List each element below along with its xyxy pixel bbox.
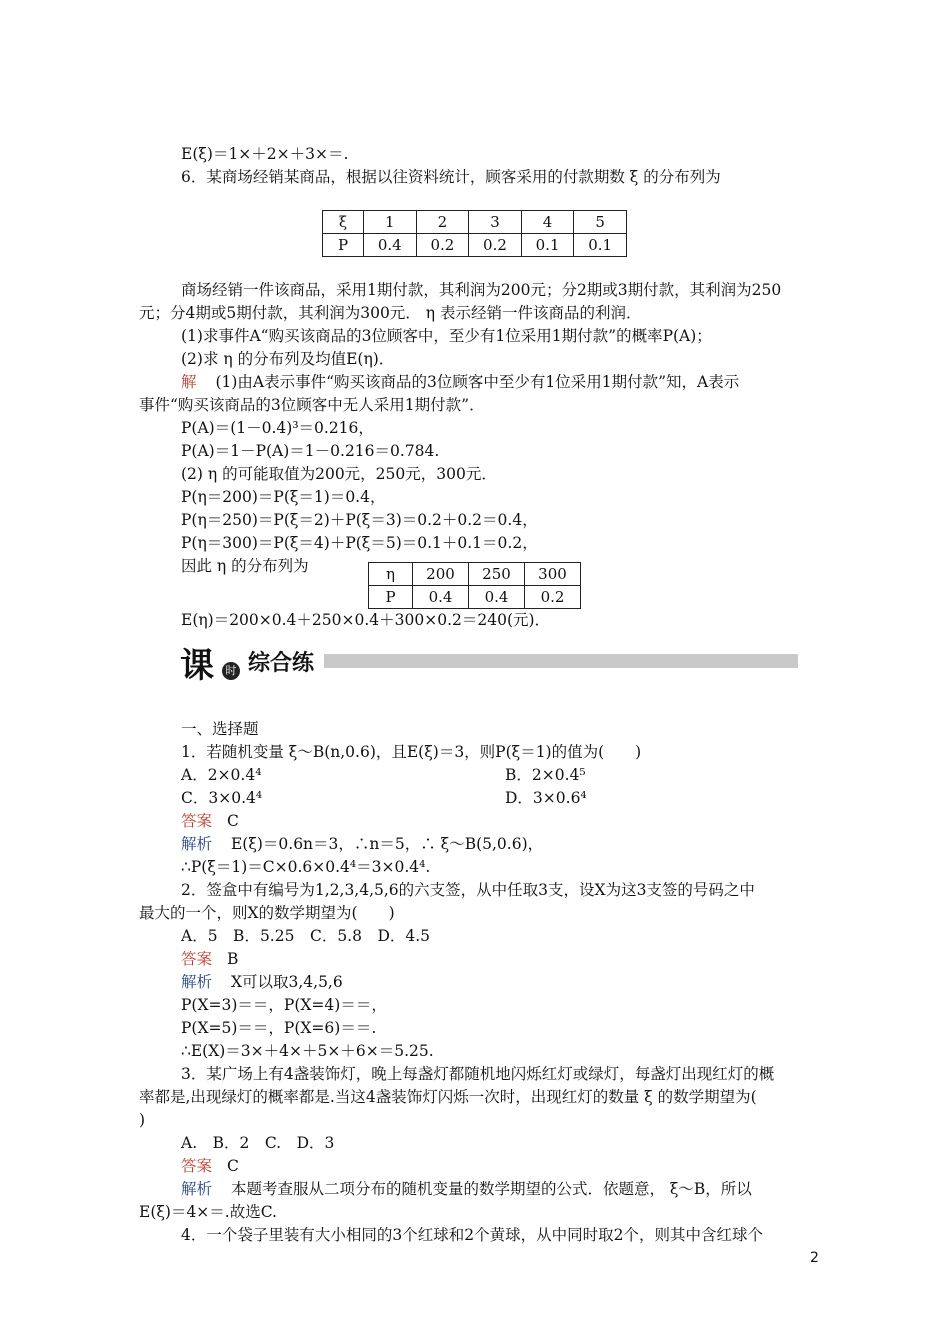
table-cell: 0.2 bbox=[416, 234, 469, 257]
solution-line: P(η＝300)＝P(ξ＝4)＋P(ξ＝5)＝0.1＋0.1＝0.2， bbox=[181, 534, 538, 552]
q3-answer-line bbox=[181, 1156, 239, 1176]
banner-char: 课 bbox=[180, 646, 212, 686]
table-cell: 2 bbox=[416, 211, 469, 234]
q1-analysis-line-2: ∴P(ξ＝1)＝C×0.6×0.4⁴＝3×0.4⁴. bbox=[181, 858, 431, 876]
table-row bbox=[323, 211, 627, 234]
analysis-label: 解析 bbox=[181, 1180, 213, 1198]
analysis-label: 解析 bbox=[181, 973, 213, 991]
table-row bbox=[369, 563, 581, 586]
q1-option-b: B．2×0.4⁵ bbox=[505, 766, 586, 784]
table-cell: P bbox=[323, 234, 364, 257]
q6-text-line: (2)求 η 的分布列及均值E(η)． bbox=[181, 350, 395, 368]
q3-stem-1: 3．某广场上有4盏装饰灯，晚上每盏灯都随机地闪烁红灯或绿灯，每盏灯出现红灯的概 bbox=[181, 1065, 775, 1083]
q2-analysis-line bbox=[181, 972, 343, 992]
solution-text: (1)由A表示事件“购买该商品的3位顾客中至少有1位采用1期付款”知，A表示 bbox=[215, 373, 740, 391]
table-cell: 0.1 bbox=[521, 234, 574, 257]
table-cell: 250 bbox=[469, 563, 525, 586]
table-cell: 0.4 bbox=[364, 234, 417, 257]
q2-stem-1: 2．签盒中有编号为1,2,3,4,5,6的六支签，从中任取3支，设X为这3支签的号码之中 bbox=[181, 881, 755, 899]
q3-analysis-line bbox=[181, 1179, 752, 1199]
section-title: 一、选择题 bbox=[181, 720, 259, 738]
q1-option-d: D．3×0.6⁴ bbox=[505, 789, 587, 807]
q1-option-c: C．3×0.4⁴ bbox=[181, 789, 263, 807]
table-cell: 0.1 bbox=[574, 234, 627, 257]
answer-value: C bbox=[226, 1157, 239, 1175]
banner-bar bbox=[324, 654, 798, 668]
solution-line: P(A)＝1－P(A)＝1－0.216＝0.784. bbox=[181, 442, 440, 460]
solution-line: 因此 η 的分布列为 bbox=[181, 557, 309, 575]
solution-label: 解 bbox=[181, 373, 197, 391]
page-number: 2 bbox=[810, 1250, 819, 1266]
table-cell: 3 bbox=[469, 211, 522, 234]
q1-analysis-line bbox=[181, 834, 543, 854]
answer-value: C bbox=[226, 812, 239, 830]
solution-line: (2) η 的可能取值为200元，250元，300元． bbox=[181, 465, 497, 483]
answer-value: B bbox=[226, 950, 239, 968]
solution-line-2: 事件“购买该商品的3位顾客中无人采用1期付款”． bbox=[139, 396, 485, 414]
question-6-stem: 6．某商场经销某商品，根据以往资料统计，顾客采用的付款期数 ξ 的分布列为 bbox=[181, 168, 721, 186]
table-row bbox=[369, 586, 581, 609]
q3-stem-2: 率都是,出现绿灯的概率都是.当这4盏装饰灯闪烁一次时，出现红灯的数量 ξ 的数学期望为( bbox=[139, 1088, 757, 1106]
q1-option-a: A．2×0.4⁴ bbox=[181, 766, 262, 784]
q3-options: A. B．2 C. D．3 bbox=[181, 1134, 335, 1152]
table-cell: 0.4 bbox=[469, 586, 525, 609]
banner-badge: 时 bbox=[222, 662, 240, 680]
answer-label: 答案 bbox=[181, 1157, 213, 1175]
table-cell: P bbox=[369, 586, 413, 609]
analysis-label: 解析 bbox=[181, 835, 213, 853]
answer-label: 答案 bbox=[181, 812, 213, 830]
q3-analysis-line-2: E(ξ)＝4×＝.故选C. bbox=[139, 1203, 277, 1221]
q3-stem-3: ) bbox=[139, 1111, 146, 1129]
q2-answer-line bbox=[181, 949, 238, 969]
expectation-line-top: E(ξ)＝1×＋2×＋3×＝. bbox=[181, 145, 349, 163]
table-cell: 0.2 bbox=[469, 234, 522, 257]
profit-distribution-table bbox=[368, 562, 581, 609]
solution-line-1 bbox=[181, 372, 739, 392]
banner-title: 综合练 bbox=[248, 651, 315, 676]
q4-stem-1: 4．一个袋子里装有大小相同的3个红球和2个黄球，从中同时取2个，则其中含红球个 bbox=[181, 1226, 763, 1244]
table-cell: 200 bbox=[413, 563, 469, 586]
expectation-result: E(η)＝200×0.4＋250×0.4＋300×0.2＝240(元)． bbox=[181, 611, 551, 629]
table-row bbox=[323, 234, 627, 257]
section-banner bbox=[178, 632, 798, 690]
q1-stem: 1．若随机变量 ξ～B(n,0.6)，且E(ξ)＝3，则P(ξ＝1)的值为( ) bbox=[181, 743, 642, 761]
table-cell: 0.2 bbox=[525, 586, 581, 609]
q2-options: A．5 B．5.25 C．5.8 D．4.5 bbox=[181, 927, 431, 945]
table-cell: 5 bbox=[574, 211, 627, 234]
payment-distribution-table bbox=[322, 210, 627, 257]
analysis-text: 本题考查服从二项分布的随机变量的数学期望的公式．依题意， ξ～B，所以 bbox=[230, 1180, 752, 1198]
answer-label: 答案 bbox=[181, 950, 213, 968]
solution-line: P(A)＝(1－0.4)³＝0.216， bbox=[181, 419, 374, 437]
table-cell: 300 bbox=[525, 563, 581, 586]
q6-text-line: 元；分4期或5期付款，其利润为300元． η 表示经销一件该商品的利润． bbox=[139, 304, 642, 322]
q1-answer-line bbox=[181, 811, 239, 831]
table-cell: 4 bbox=[521, 211, 574, 234]
table-cell: ξ bbox=[323, 211, 364, 234]
table-cell: η bbox=[369, 563, 413, 586]
q6-text-line: 商场经销一件该商品，采用1期付款，其利润为200元；分2期或3期付款，其利润为250 bbox=[181, 281, 782, 299]
q2-stem-2: 最大的一个，则X的数学期望为( ) bbox=[139, 904, 395, 922]
table-cell: 0.4 bbox=[413, 586, 469, 609]
solution-line: P(η＝250)＝P(ξ＝2)＋P(ξ＝3)＝0.2＋0.2＝0.4， bbox=[181, 511, 538, 529]
solution-line: P(η＝200)＝P(ξ＝1)＝0.4， bbox=[181, 488, 386, 506]
analysis-text: X可以取3,4,5,6 bbox=[230, 973, 343, 991]
q6-text-line: (1)求事件A“购买该商品的3位顾客中，至少有1位采用1期付款”的概率P(A)； bbox=[181, 327, 712, 345]
analysis-text: E(ξ)＝0.6n＝3，∴n＝5，∴ ξ～B(5,0.6)， bbox=[230, 835, 544, 853]
q2-analysis-line: ∴E(X)＝3×＋4×＋5×＋6×＝5.25. bbox=[181, 1042, 434, 1060]
q2-analysis-line: P(X=5)＝＝，P(X=6)＝＝. bbox=[181, 1019, 377, 1037]
table-cell: 1 bbox=[364, 211, 417, 234]
q2-analysis-line: P(X=3)＝＝，P(X=4)＝＝， bbox=[181, 996, 387, 1014]
